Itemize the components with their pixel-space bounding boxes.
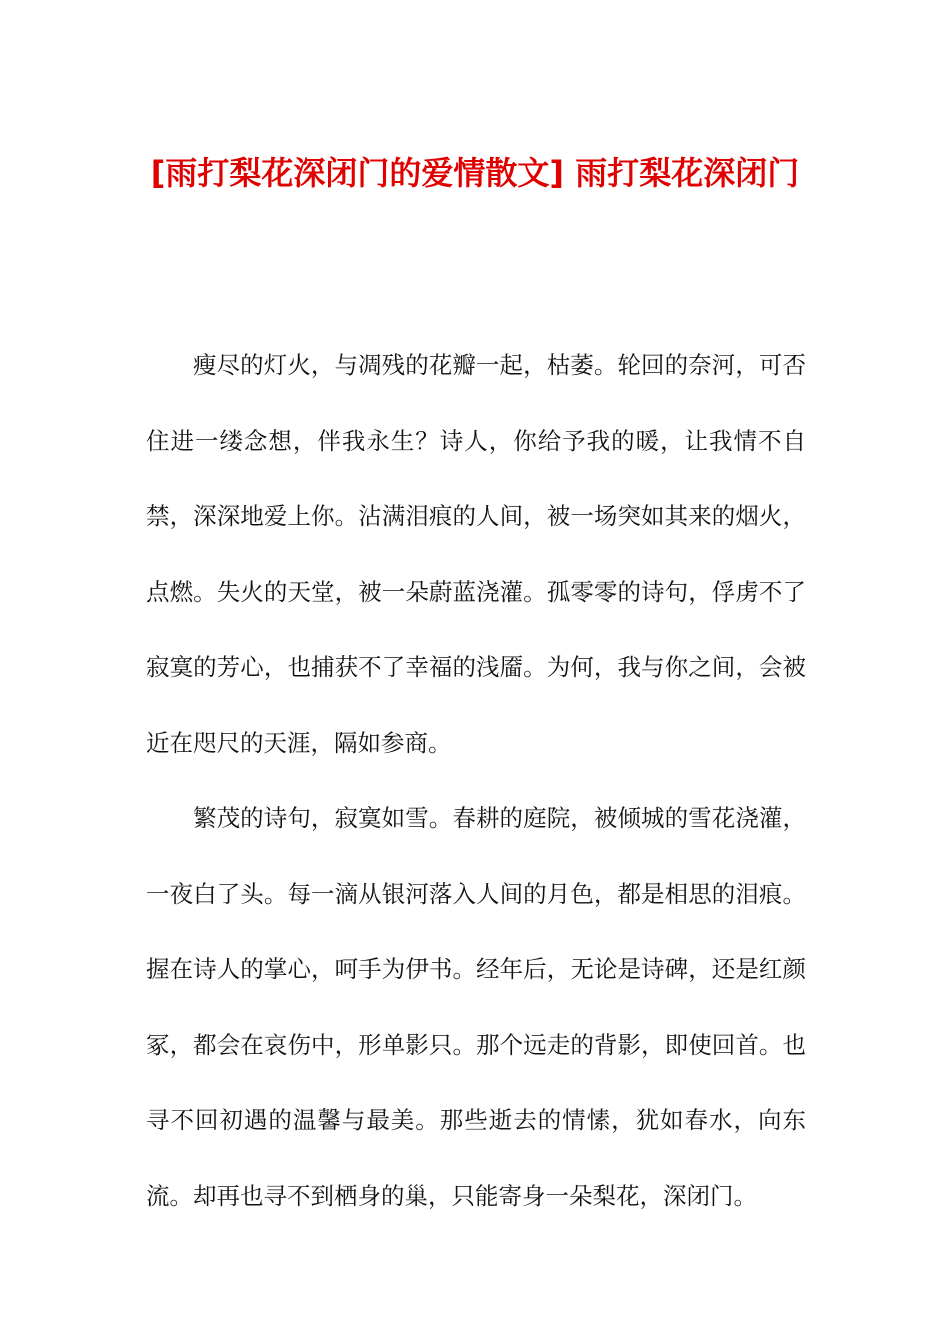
document-title: [雨打梨花深闭门的爱情散文] 雨打梨花深闭门 (150, 154, 800, 192)
paragraph-2: 繁茂的诗句，寂寞如雪。春耕的庭院，被倾城的雪花浇灌，一夜白了头。每一滴从银河落入人间的月色，都是相思的泪痕。握在诗人的掌心，呵手为伊书。经年后，无论是诗碑，还是红颜冢，都会在哀伤中，形单影只。那个远走的背影，即使回首。也寻不回初遇的温馨与最美。那些逝去的情愫，犹如春水，向东流。却再也寻不到栖身的巢，只能寄身一朵梨花，深闭门。 (146, 804, 806, 1210)
paragraph-1: 瘦尽的灯火，与凋残的花瓣一起，枯萎。轮回的奈河，可否住进一缕念想，伴我永生？诗人，你给予我的暖，让我情不自禁，深深地爱上你。沾满泪痕的人间，被一场突如其来的烟火，点燃。失火的天堂，被一朵蔚蓝浇灌。孤零零的诗句，俘虏不了寂寞的芳心，也捕获不了幸福的浅靥。为何，我与你之间，会被近在咫尺的天涯，隔如参商。 (146, 351, 806, 757)
document-body (146, 328, 806, 1234)
